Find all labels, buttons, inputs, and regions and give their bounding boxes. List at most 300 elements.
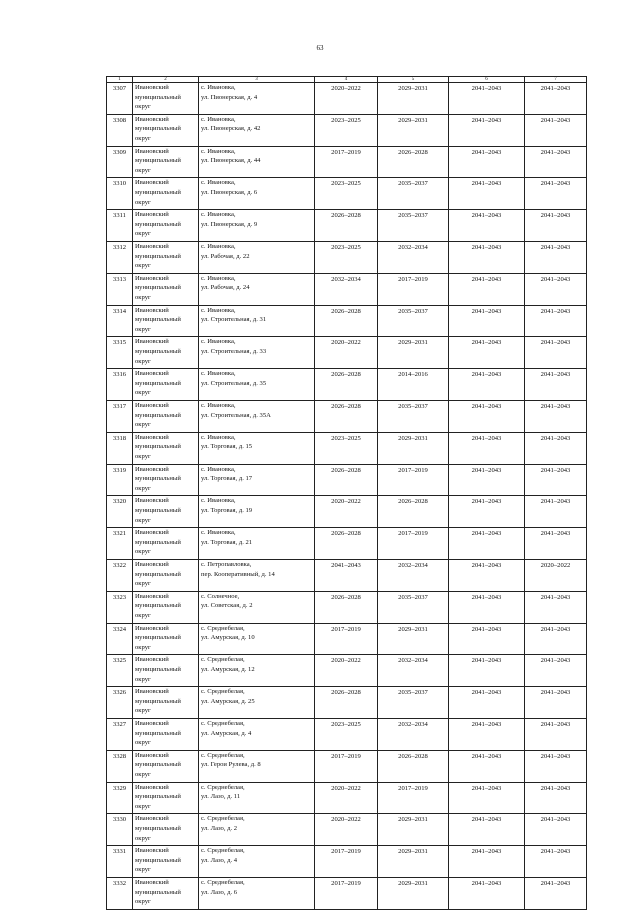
period-cell-c6: 2041–2043 — [449, 750, 525, 782]
period-cell-c4: 2017–2019 — [315, 750, 378, 782]
period-cell-c5: 2017–2019 — [378, 464, 449, 496]
district-line: округ — [135, 134, 151, 142]
district-line: округ — [135, 357, 151, 365]
period-cell-c4: 2023–2025 — [315, 241, 378, 273]
period-cell-c4: 2026–2028 — [315, 528, 378, 560]
row-number-cell: 3326 — [107, 687, 133, 719]
period-cell-c5: 2035–2037 — [378, 591, 449, 623]
address-line: с. Среднебелая, — [201, 815, 245, 823]
district-cell — [133, 655, 199, 687]
period-cell-c6: 2041–2043 — [449, 496, 525, 528]
district-cell — [133, 432, 199, 464]
period-cell-c5: 2032–2034 — [378, 718, 449, 750]
period-cell-c4: 2023–2025 — [315, 178, 378, 210]
district-line: округ — [135, 198, 151, 206]
district-line: Ивановский — [135, 84, 169, 91]
period-cell-c7: 2041–2043 — [525, 432, 587, 464]
district-line: Ивановский — [135, 592, 169, 600]
period-cell-c5: 2029–2031 — [378, 846, 449, 878]
period-cell-c6: 2041–2043 — [449, 814, 525, 846]
period-cell-c5: 2029–2031 — [378, 83, 449, 115]
row-number-cell: 3328 — [107, 750, 133, 782]
district-line: муниципальный — [135, 284, 181, 292]
period-cell-c5: 2035–2037 — [378, 687, 449, 719]
address-line: с. Ивановка, — [201, 115, 236, 123]
address-cell — [199, 877, 315, 909]
district-cell — [133, 877, 199, 909]
address-line: с. Солнечное, — [201, 592, 240, 600]
page-number: 63 — [316, 44, 324, 52]
address-cell — [199, 528, 315, 560]
column-header: 5 — [378, 77, 449, 83]
district-cell — [133, 591, 199, 623]
district-line: округ — [135, 325, 151, 333]
district-line: Ивановский — [135, 560, 169, 568]
address-line: ул. Торговая, д. 15 — [201, 443, 253, 451]
district-line: муниципальный — [135, 665, 181, 673]
row-number-cell: 3319 — [107, 464, 133, 496]
district-cell — [133, 273, 199, 305]
row-number-cell: 3317 — [107, 400, 133, 432]
district-cell — [133, 623, 199, 655]
period-cell-c4: 2026–2028 — [315, 305, 378, 337]
address-line: с. Среднебелая, — [201, 751, 245, 759]
column-header: 3 — [199, 77, 315, 83]
period-cell-c7: 2041–2043 — [525, 210, 587, 242]
district-line: муниципальный — [135, 634, 181, 642]
table-row — [107, 464, 587, 496]
address-line: ул. Амурская, д. 12 — [201, 665, 255, 673]
address-line: ул. Пионерская, д. 44 — [201, 157, 261, 165]
district-line: муниципальный — [135, 475, 181, 483]
address-line: с. Среднебелая, — [201, 783, 245, 791]
column-header: 2 — [133, 77, 199, 83]
address-cell — [199, 718, 315, 750]
period-cell-c4: 2026–2028 — [315, 591, 378, 623]
period-cell-c7: 2041–2043 — [525, 846, 587, 878]
district-cell — [133, 814, 199, 846]
period-cell-c5: 2029–2031 — [378, 623, 449, 655]
district-cell — [133, 559, 199, 591]
district-line: муниципальный — [135, 157, 181, 165]
district-line: Ивановский — [135, 370, 169, 378]
address-line: ул. Торговая, д. 21 — [201, 538, 253, 546]
table-row — [107, 432, 587, 464]
district-line: Ивановский — [135, 783, 169, 791]
column-header: 4 — [315, 77, 378, 83]
district-line: округ — [135, 834, 151, 842]
address-line: с. Ивановка, — [201, 274, 236, 282]
district-cell — [133, 114, 199, 146]
district-cell — [133, 178, 199, 210]
district-line: Ивановский — [135, 401, 169, 409]
period-cell-c4: 2032–2034 — [315, 273, 378, 305]
address-line: с. Среднебелая, — [201, 688, 245, 696]
period-cell-c4: 2020–2022 — [315, 337, 378, 369]
district-line: округ — [135, 293, 151, 301]
district-line: муниципальный — [135, 506, 181, 514]
table-row — [107, 305, 587, 337]
address-line: с. Ивановка, — [201, 465, 236, 473]
period-cell-c5: 2014–2016 — [378, 369, 449, 401]
period-cell-c5: 2035–2037 — [378, 210, 449, 242]
period-cell-c7: 2041–2043 — [525, 83, 587, 115]
district-line: округ — [135, 675, 151, 683]
district-cell — [133, 369, 199, 401]
period-cell-c5: 2017–2019 — [378, 273, 449, 305]
district-cell — [133, 528, 199, 560]
address-line: ул. Герои Рулева, д. 8 — [201, 761, 261, 769]
period-cell-c7: 2041–2043 — [525, 750, 587, 782]
address-line: с. Среднебелая, — [201, 878, 245, 886]
period-cell-c5: 2029–2031 — [378, 114, 449, 146]
address-line: ул. Пионерская, д. 42 — [201, 125, 261, 133]
district-line: округ — [135, 739, 151, 747]
period-cell-c7: 2041–2043 — [525, 273, 587, 305]
address-line: ул. Пионерская, д. 4 — [201, 93, 258, 101]
row-number-cell: 3315 — [107, 337, 133, 369]
district-line: Ивановский — [135, 656, 169, 664]
district-line: округ — [135, 611, 151, 619]
table-row — [107, 178, 587, 210]
period-cell-c7: 2041–2043 — [525, 528, 587, 560]
address-cell — [199, 655, 315, 687]
row-number-cell: 3307 — [107, 83, 133, 115]
period-cell-c7: 2041–2043 — [525, 814, 587, 846]
address-cell — [199, 623, 315, 655]
table-row — [107, 210, 587, 242]
period-cell-c6: 2041–2043 — [449, 305, 525, 337]
district-line: Ивановский — [135, 211, 169, 219]
row-number-cell: 3320 — [107, 496, 133, 528]
district-cell — [133, 83, 199, 115]
address-line: с. Ивановка, — [201, 529, 236, 537]
period-cell-c4: 2026–2028 — [315, 369, 378, 401]
district-line: округ — [135, 802, 151, 810]
table-row — [107, 591, 587, 623]
address-line: с. Ивановка, — [201, 179, 236, 187]
period-cell-c5: 2026–2028 — [378, 496, 449, 528]
district-cell — [133, 782, 199, 814]
district-line: муниципальный — [135, 379, 181, 387]
period-cell-c7: 2041–2043 — [525, 623, 587, 655]
address-line: с. Петропавловка, — [201, 560, 252, 568]
address-line: ул. Строительная, д. 33 — [201, 347, 267, 355]
district-line: муниципальный — [135, 411, 181, 419]
row-number-cell: 3322 — [107, 559, 133, 591]
table-body — [107, 83, 587, 910]
period-cell-c4: 2026–2028 — [315, 400, 378, 432]
district-line: Ивановский — [135, 719, 169, 727]
address-cell — [199, 400, 315, 432]
table-row — [107, 718, 587, 750]
column-header: 1 — [107, 77, 133, 83]
period-cell-c6: 2041–2043 — [449, 241, 525, 273]
table-row — [107, 687, 587, 719]
district-line: округ — [135, 707, 151, 715]
period-cell-c4: 2017–2019 — [315, 846, 378, 878]
address-line: ул. Строительная, д. 31 — [201, 316, 267, 324]
district-cell — [133, 846, 199, 878]
address-cell — [199, 559, 315, 591]
address-line: с. Ивановка, — [201, 497, 236, 505]
table-row — [107, 146, 587, 178]
period-cell-c5: 2029–2031 — [378, 814, 449, 846]
district-line: Ивановский — [135, 179, 169, 187]
row-number-cell: 3318 — [107, 432, 133, 464]
address-cell — [199, 782, 315, 814]
period-cell-c7: 2041–2043 — [525, 591, 587, 623]
address-line: ул. Амурская, д. 4 — [201, 729, 252, 737]
period-cell-c6: 2041–2043 — [449, 559, 525, 591]
address-line: ул. Рабочая, д. 24 — [201, 284, 250, 292]
district-line: Ивановский — [135, 815, 169, 823]
period-cell-c6: 2041–2043 — [449, 114, 525, 146]
district-line: округ — [135, 166, 151, 174]
address-line: ул. Лазо, д. 2 — [201, 824, 238, 832]
district-cell — [133, 750, 199, 782]
table-row — [107, 337, 587, 369]
district-line: Ивановский — [135, 497, 169, 505]
address-line: ул. Строительная, д. 35 — [201, 379, 267, 387]
period-cell-c5: 2032–2034 — [378, 559, 449, 591]
table-row — [107, 559, 587, 591]
table-row — [107, 750, 587, 782]
row-number-cell: 3313 — [107, 273, 133, 305]
district-line: Ивановский — [135, 847, 169, 855]
period-cell-c4: 2023–2025 — [315, 432, 378, 464]
table-row — [107, 400, 587, 432]
address-line: с. Ивановка, — [201, 306, 236, 314]
period-cell-c4: 2041–2043 — [315, 559, 378, 591]
address-line: с. Ивановка, — [201, 338, 236, 346]
table-row — [107, 528, 587, 560]
district-line: муниципальный — [135, 888, 181, 896]
district-line: муниципальный — [135, 761, 181, 769]
period-cell-c7: 2041–2043 — [525, 782, 587, 814]
row-number-cell: 3323 — [107, 591, 133, 623]
period-cell-c6: 2041–2043 — [449, 464, 525, 496]
period-cell-c5: 2026–2028 — [378, 750, 449, 782]
period-cell-c6: 2041–2043 — [449, 83, 525, 115]
district-line: округ — [135, 103, 151, 111]
district-cell — [133, 496, 199, 528]
address-line: с. Ивановка, — [201, 242, 236, 250]
period-cell-c7: 2041–2043 — [525, 337, 587, 369]
district-line: Ивановский — [135, 529, 169, 537]
period-cell-c5: 2035–2037 — [378, 400, 449, 432]
table-row — [107, 273, 587, 305]
district-line: округ — [135, 516, 151, 524]
address-line: с. Среднебелая, — [201, 656, 245, 664]
address-line: ул. Лазо, д. 4 — [201, 856, 238, 864]
address-line: с. Ивановка, — [201, 401, 236, 409]
address-line: ул. Амурская, д. 10 — [201, 634, 255, 642]
district-line: Ивановский — [135, 147, 169, 155]
district-line: муниципальный — [135, 252, 181, 260]
address-line: с. Ивановка, — [201, 433, 236, 441]
district-line: муниципальный — [135, 443, 181, 451]
period-cell-c6: 2041–2043 — [449, 337, 525, 369]
table-row — [107, 623, 587, 655]
address-cell — [199, 146, 315, 178]
address-line: ул. Рабочая, д. 22 — [201, 252, 250, 260]
address-cell — [199, 591, 315, 623]
period-cell-c4: 2020–2022 — [315, 782, 378, 814]
period-cell-c6: 2041–2043 — [449, 782, 525, 814]
period-cell-c6: 2041–2043 — [449, 877, 525, 909]
address-line: с. Среднебелая, — [201, 847, 245, 855]
district-line: округ — [135, 452, 151, 460]
period-cell-c4: 2020–2022 — [315, 655, 378, 687]
district-cell — [133, 210, 199, 242]
period-cell-c7: 2041–2043 — [525, 687, 587, 719]
district-line: Ивановский — [135, 465, 169, 473]
period-cell-c7: 2041–2043 — [525, 400, 587, 432]
period-cell-c4: 2017–2019 — [315, 623, 378, 655]
district-line: Ивановский — [135, 306, 169, 314]
district-line: муниципальный — [135, 824, 181, 832]
district-cell — [133, 400, 199, 432]
period-cell-c4: 2020–2022 — [315, 814, 378, 846]
period-cell-c6: 2041–2043 — [449, 178, 525, 210]
period-cell-c7: 2041–2043 — [525, 464, 587, 496]
district-line: округ — [135, 643, 151, 651]
district-line: Ивановский — [135, 433, 169, 441]
row-number-cell: 3330 — [107, 814, 133, 846]
period-cell-c5: 2029–2031 — [378, 337, 449, 369]
address-cell — [199, 273, 315, 305]
district-line: Ивановский — [135, 688, 169, 696]
address-line: ул. Торговая, д. 17 — [201, 475, 253, 483]
period-cell-c6: 2041–2043 — [449, 591, 525, 623]
period-cell-c7: 2041–2043 — [525, 718, 587, 750]
period-cell-c4: 2017–2019 — [315, 146, 378, 178]
district-line: округ — [135, 580, 151, 588]
table-row — [107, 655, 587, 687]
address-cell — [199, 814, 315, 846]
period-cell-c6: 2041–2043 — [449, 623, 525, 655]
row-number-cell: 3331 — [107, 846, 133, 878]
address-cell — [199, 369, 315, 401]
table-row — [107, 241, 587, 273]
row-number-cell: 3321 — [107, 528, 133, 560]
period-cell-c7: 2041–2043 — [525, 114, 587, 146]
row-number-cell: 3329 — [107, 782, 133, 814]
district-cell — [133, 241, 199, 273]
table-row — [107, 114, 587, 146]
address-line: ул. Амурская, д. 25 — [201, 697, 255, 705]
district-line: муниципальный — [135, 316, 181, 324]
table-row — [107, 814, 587, 846]
district-cell — [133, 337, 199, 369]
period-cell-c4: 2023–2025 — [315, 114, 378, 146]
row-number-cell: 3314 — [107, 305, 133, 337]
district-line: Ивановский — [135, 115, 169, 123]
row-number-cell: 3324 — [107, 623, 133, 655]
period-cell-c4: 2020–2022 — [315, 496, 378, 528]
period-cell-c5: 2026–2028 — [378, 146, 449, 178]
address-cell — [199, 114, 315, 146]
district-line: муниципальный — [135, 538, 181, 546]
period-cell-c5: 2032–2034 — [378, 655, 449, 687]
address-cell — [199, 750, 315, 782]
period-cell-c4: 2017–2019 — [315, 877, 378, 909]
table-row — [107, 83, 587, 115]
address-cell — [199, 83, 315, 115]
district-line: муниципальный — [135, 570, 181, 578]
table-row — [107, 782, 587, 814]
period-cell-c6: 2041–2043 — [449, 432, 525, 464]
table-row — [107, 496, 587, 528]
period-cell-c7: 2020–2022 — [525, 559, 587, 591]
period-cell-c5: 2029–2031 — [378, 877, 449, 909]
district-line: Ивановский — [135, 242, 169, 250]
table-row — [107, 369, 587, 401]
district-line: муниципальный — [135, 602, 181, 610]
table-row — [107, 846, 587, 878]
address-line: с. Ивановка, — [201, 211, 236, 219]
district-line: Ивановский — [135, 624, 169, 632]
register-table — [106, 76, 587, 910]
row-number-cell: 3316 — [107, 369, 133, 401]
address-line: пер. Кооперативный, д. 14 — [201, 570, 275, 578]
district-line: муниципальный — [135, 856, 181, 864]
district-line: округ — [135, 898, 151, 906]
district-line: округ — [135, 421, 151, 429]
period-cell-c6: 2041–2043 — [449, 146, 525, 178]
address-cell — [199, 496, 315, 528]
row-number-cell: 3310 — [107, 178, 133, 210]
row-number-cell: 3311 — [107, 210, 133, 242]
period-cell-c7: 2041–2043 — [525, 655, 587, 687]
district-line: округ — [135, 230, 151, 238]
address-line: с. Ивановка, — [201, 84, 236, 91]
address-line: с. Ивановка, — [201, 370, 236, 378]
district-line: Ивановский — [135, 878, 169, 886]
period-cell-c6: 2041–2043 — [449, 718, 525, 750]
address-cell — [199, 178, 315, 210]
row-number-cell: 3327 — [107, 718, 133, 750]
address-line: ул. Лазо, д. 6 — [201, 888, 238, 896]
period-cell-c5: 2017–2019 — [378, 782, 449, 814]
address-line: ул. Советская, д. 2 — [201, 602, 253, 610]
district-line: муниципальный — [135, 125, 181, 133]
address-line: ул. Пионерская, д. 6 — [201, 188, 258, 196]
address-line: ул. Лазо, д. 11 — [201, 793, 241, 801]
period-cell-c7: 2041–2043 — [525, 369, 587, 401]
period-cell-c4: 2026–2028 — [315, 464, 378, 496]
district-line: муниципальный — [135, 188, 181, 196]
district-cell — [133, 718, 199, 750]
district-line: муниципальный — [135, 93, 181, 101]
district-line: округ — [135, 548, 151, 556]
district-line: округ — [135, 389, 151, 397]
period-cell-c6: 2041–2043 — [449, 846, 525, 878]
period-cell-c6: 2041–2043 — [449, 400, 525, 432]
district-line: муниципальный — [135, 793, 181, 801]
period-cell-c6: 2041–2043 — [449, 273, 525, 305]
row-number-cell: 3309 — [107, 146, 133, 178]
row-number-cell: 3312 — [107, 241, 133, 273]
district-cell — [133, 146, 199, 178]
district-line: муниципальный — [135, 697, 181, 705]
row-number-cell: 3308 — [107, 114, 133, 146]
district-line: округ — [135, 866, 151, 874]
address-line: с. Среднебелая, — [201, 719, 245, 727]
address-cell — [199, 305, 315, 337]
period-cell-c7: 2041–2043 — [525, 146, 587, 178]
